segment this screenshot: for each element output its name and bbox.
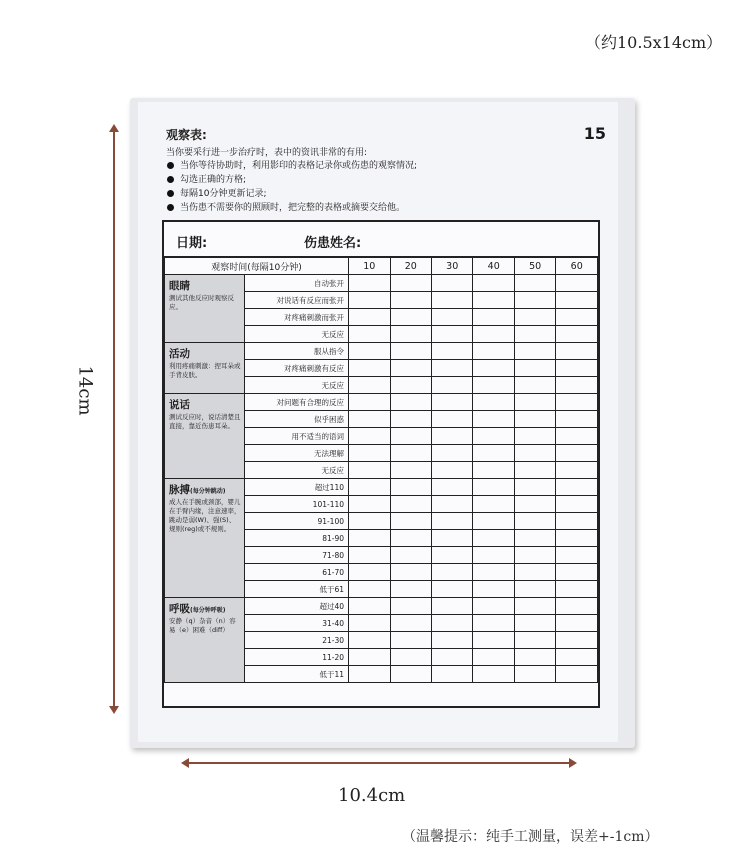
check-cell[interactable] (349, 326, 390, 343)
section-title-text: 呼吸 (169, 603, 190, 615)
time-column-header: 30 (431, 258, 472, 275)
check-cell[interactable] (473, 292, 514, 309)
page-number: 15 (583, 124, 606, 143)
check-cell[interactable] (556, 530, 598, 547)
option-label: 对问题有合理的反应 (245, 394, 349, 411)
check-cell[interactable] (349, 275, 390, 292)
check-cell[interactable] (473, 360, 514, 377)
check-cell[interactable] (349, 360, 390, 377)
check-cell[interactable] (556, 649, 598, 666)
check-cell[interactable] (431, 615, 472, 632)
time-column-header: 10 (349, 258, 390, 275)
check-cell[interactable] (514, 632, 555, 649)
check-cell[interactable] (390, 598, 431, 615)
section-title-note: (每分钟跳动) (190, 488, 226, 495)
check-cell[interactable] (556, 666, 598, 683)
option-label: 对说话有反应而张开 (245, 292, 349, 309)
check-cell[interactable] (349, 445, 390, 462)
option-label: 无法理解 (245, 445, 349, 462)
check-cell[interactable] (473, 649, 514, 666)
form-header (164, 222, 598, 257)
option-label: 低于11 (245, 666, 349, 683)
check-cell[interactable] (431, 411, 472, 428)
check-cell[interactable] (431, 394, 472, 411)
check-cell[interactable] (556, 581, 598, 598)
check-cell[interactable] (473, 598, 514, 615)
option-label: 91-100 (245, 513, 349, 530)
option-label: 无反应 (245, 326, 349, 343)
check-cell[interactable] (473, 479, 514, 496)
casualty-name-label: 伤患姓名: (304, 236, 362, 251)
check-cell[interactable] (556, 564, 598, 581)
check-cell[interactable] (390, 462, 431, 479)
option-label: 21-30 (245, 632, 349, 649)
check-cell[interactable] (473, 394, 514, 411)
check-cell[interactable] (390, 394, 431, 411)
check-cell[interactable] (556, 377, 598, 394)
section-cell (165, 598, 245, 683)
check-cell[interactable] (556, 292, 598, 309)
check-cell[interactable] (349, 513, 390, 530)
check-cell[interactable] (431, 479, 472, 496)
check-cell[interactable] (390, 377, 431, 394)
option-label: 101-110 (245, 496, 349, 513)
check-cell[interactable] (473, 547, 514, 564)
check-cell[interactable] (431, 632, 472, 649)
check-cell[interactable] (431, 649, 472, 666)
check-cell[interactable] (431, 530, 472, 547)
check-cell[interactable] (349, 462, 390, 479)
height-dimension-arrow (113, 126, 115, 712)
check-cell[interactable] (556, 394, 598, 411)
section-title (169, 346, 241, 361)
instruction-item: 当伤患不需要你的照顾时，把完整的表格或摘要交给他。 (166, 201, 606, 215)
check-cell[interactable] (556, 462, 598, 479)
observation-table (164, 257, 598, 683)
check-cell[interactable] (473, 326, 514, 343)
time-column-header: 60 (556, 258, 598, 275)
section-title-text: 活动 (169, 348, 190, 360)
check-cell[interactable] (514, 496, 555, 513)
section-description: 利用疼痛刺激：捏耳朵或手背皮肤。 (169, 362, 241, 379)
section-title-text: 眼睛 (169, 280, 190, 292)
check-cell[interactable] (431, 275, 472, 292)
option-label: 61-70 (245, 564, 349, 581)
date-label: 日期: (176, 236, 208, 251)
option-label: 无反应 (245, 377, 349, 394)
check-cell[interactable] (514, 394, 555, 411)
check-cell[interactable] (349, 309, 390, 326)
check-cell[interactable] (473, 411, 514, 428)
check-cell[interactable] (556, 513, 598, 530)
check-cell[interactable] (556, 445, 598, 462)
check-cell[interactable] (556, 428, 598, 445)
check-cell[interactable] (431, 377, 472, 394)
option-label: 低于61 (245, 581, 349, 598)
check-cell[interactable] (473, 462, 514, 479)
check-cell[interactable] (514, 666, 555, 683)
option-label: 81-90 (245, 530, 349, 547)
check-cell[interactable] (431, 547, 472, 564)
section-description: 测试反应时，说话清楚且直接，靠近伤患耳朵。 (169, 413, 241, 430)
check-cell[interactable] (349, 479, 390, 496)
check-cell[interactable] (349, 411, 390, 428)
check-cell[interactable] (431, 513, 472, 530)
section-title-text: 说话 (169, 399, 190, 411)
check-cell[interactable] (473, 530, 514, 547)
check-cell[interactable] (390, 530, 431, 547)
check-cell[interactable] (349, 292, 390, 309)
check-cell[interactable] (556, 547, 598, 564)
size-note: （约10.5x14cm） (585, 33, 723, 52)
section-title (169, 482, 241, 497)
check-cell[interactable] (431, 360, 472, 377)
table-row (165, 394, 598, 411)
check-cell[interactable] (390, 547, 431, 564)
option-label: 31-40 (245, 615, 349, 632)
check-cell[interactable] (390, 428, 431, 445)
check-cell[interactable] (514, 445, 555, 462)
check-cell[interactable] (390, 615, 431, 632)
check-cell[interactable] (431, 309, 472, 326)
section-title-note: (每分钟呼吸) (190, 607, 226, 614)
check-cell[interactable] (514, 479, 555, 496)
check-cell[interactable] (349, 598, 390, 615)
instruction-list (166, 159, 606, 215)
check-cell[interactable] (431, 445, 472, 462)
check-cell[interactable] (349, 428, 390, 445)
check-cell[interactable] (473, 615, 514, 632)
check-cell[interactable] (514, 326, 555, 343)
check-cell[interactable] (431, 666, 472, 683)
check-cell[interactable] (514, 309, 555, 326)
option-label: 对疼痛刺激有反应 (245, 360, 349, 377)
time-header-row (165, 258, 598, 275)
section-description: 成人在手腕或颈部，婴儿在手臂内缘，注意速率，跳动是弱(W)、强(S)、规则(reg)或不规则。 (169, 498, 241, 533)
observation-form (162, 220, 600, 708)
check-cell[interactable] (431, 462, 472, 479)
section-title (169, 397, 241, 412)
check-cell[interactable] (473, 343, 514, 360)
check-cell[interactable] (431, 343, 472, 360)
check-cell[interactable] (514, 360, 555, 377)
check-cell[interactable] (556, 309, 598, 326)
check-cell[interactable] (349, 343, 390, 360)
option-label: 无反应 (245, 462, 349, 479)
check-cell[interactable] (514, 377, 555, 394)
check-cell[interactable] (390, 649, 431, 666)
check-cell[interactable] (514, 411, 555, 428)
check-cell[interactable] (473, 377, 514, 394)
check-cell[interactable] (349, 377, 390, 394)
height-dimension-label: 14cm (74, 365, 96, 416)
check-cell[interactable] (556, 411, 598, 428)
check-cell[interactable] (556, 343, 598, 360)
check-cell[interactable] (473, 496, 514, 513)
check-cell[interactable] (473, 581, 514, 598)
check-cell[interactable] (514, 292, 555, 309)
check-cell[interactable] (473, 428, 514, 445)
section-title (169, 278, 241, 293)
instruction-item: 当你等待协助时，利用影印的表格记录你或伤患的观察情况; (166, 159, 606, 173)
measurement-tip: （温馨提示：纯手工测量，误差+-1cm） (402, 829, 659, 845)
section-title-text: 脉搏 (169, 484, 190, 496)
check-cell[interactable] (390, 275, 431, 292)
check-cell[interactable] (390, 513, 431, 530)
table-row (165, 275, 598, 292)
check-cell[interactable] (514, 581, 555, 598)
check-cell[interactable] (514, 598, 555, 615)
check-cell[interactable] (556, 615, 598, 632)
check-cell[interactable] (390, 326, 431, 343)
table-row (165, 479, 598, 496)
check-cell[interactable] (556, 479, 598, 496)
check-cell[interactable] (431, 428, 472, 445)
check-cell[interactable] (514, 462, 555, 479)
booklet-page (138, 102, 618, 742)
check-cell[interactable] (514, 513, 555, 530)
section-cell (165, 343, 245, 394)
check-cell[interactable] (514, 564, 555, 581)
check-cell[interactable] (473, 666, 514, 683)
time-column-header: 50 (514, 258, 555, 275)
instruction-item: 每隔10分钟更新记录; (166, 187, 606, 201)
time-column-header: 20 (390, 258, 431, 275)
check-cell[interactable] (390, 581, 431, 598)
check-cell[interactable] (349, 649, 390, 666)
check-cell[interactable] (390, 411, 431, 428)
section-cell (165, 275, 245, 343)
check-cell[interactable] (431, 496, 472, 513)
check-cell[interactable] (514, 343, 555, 360)
check-cell[interactable] (349, 547, 390, 564)
option-label: 似乎困惑 (245, 411, 349, 428)
check-cell[interactable] (390, 632, 431, 649)
check-cell[interactable] (514, 615, 555, 632)
check-cell[interactable] (431, 292, 472, 309)
check-cell[interactable] (349, 530, 390, 547)
option-label: 对疼痛刺激而张开 (245, 309, 349, 326)
check-cell[interactable] (390, 343, 431, 360)
check-cell[interactable] (514, 275, 555, 292)
check-cell[interactable] (431, 581, 472, 598)
check-cell[interactable] (473, 445, 514, 462)
page-title: 观察表: (166, 128, 207, 142)
section-cell (165, 479, 245, 598)
check-cell[interactable] (349, 394, 390, 411)
check-cell[interactable] (431, 326, 472, 343)
check-cell[interactable] (390, 564, 431, 581)
check-cell[interactable] (514, 649, 555, 666)
check-cell[interactable] (514, 530, 555, 547)
table-row (165, 598, 598, 615)
option-label: 超过40 (245, 598, 349, 615)
check-cell[interactable] (349, 564, 390, 581)
check-cell[interactable] (349, 666, 390, 683)
check-cell[interactable] (556, 360, 598, 377)
check-cell[interactable] (473, 513, 514, 530)
width-dimension-arrow (183, 762, 575, 764)
check-cell[interactable] (473, 275, 514, 292)
check-cell[interactable] (473, 309, 514, 326)
check-cell[interactable] (390, 445, 431, 462)
page-header (166, 126, 606, 215)
check-cell[interactable] (349, 632, 390, 649)
check-cell[interactable] (556, 275, 598, 292)
check-cell[interactable] (390, 360, 431, 377)
check-cell[interactable] (349, 615, 390, 632)
check-cell[interactable] (390, 479, 431, 496)
check-cell[interactable] (390, 309, 431, 326)
intro-text: 当你要采行进一步治疗时，表中的资讯非常的有用: (166, 148, 368, 158)
check-cell[interactable] (431, 564, 472, 581)
check-cell[interactable] (556, 632, 598, 649)
option-label: 11-20 (245, 649, 349, 666)
time-column-header: 40 (473, 258, 514, 275)
check-cell[interactable] (349, 581, 390, 598)
option-label: 超过110 (245, 479, 349, 496)
check-cell[interactable] (556, 326, 598, 343)
section-cell (165, 394, 245, 479)
check-cell[interactable] (556, 598, 598, 615)
check-cell[interactable] (473, 564, 514, 581)
section-description: 安静（q）杂音（n）容易（e）困难（diff） (169, 617, 236, 634)
check-cell[interactable] (390, 666, 431, 683)
time-header-label: 观察时间(每隔10分钟) (165, 258, 349, 275)
section-title (169, 601, 241, 616)
check-cell[interactable] (514, 547, 555, 564)
check-cell[interactable] (349, 496, 390, 513)
check-cell[interactable] (390, 292, 431, 309)
option-label: 71-80 (245, 547, 349, 564)
option-label: 用不适当的语词 (245, 428, 349, 445)
check-cell[interactable] (431, 598, 472, 615)
check-cell[interactable] (514, 428, 555, 445)
check-cell[interactable] (556, 496, 598, 513)
width-dimension-label: 10.4cm (338, 785, 406, 806)
check-cell[interactable] (390, 496, 431, 513)
instruction-item: 勾选正确的方格; (166, 173, 606, 187)
section-description: 测试其他反应时观察反应。 (169, 294, 234, 311)
table-row (165, 343, 598, 360)
option-label: 服从指令 (245, 343, 349, 360)
option-label: 自动张开 (245, 275, 349, 292)
check-cell[interactable] (473, 632, 514, 649)
